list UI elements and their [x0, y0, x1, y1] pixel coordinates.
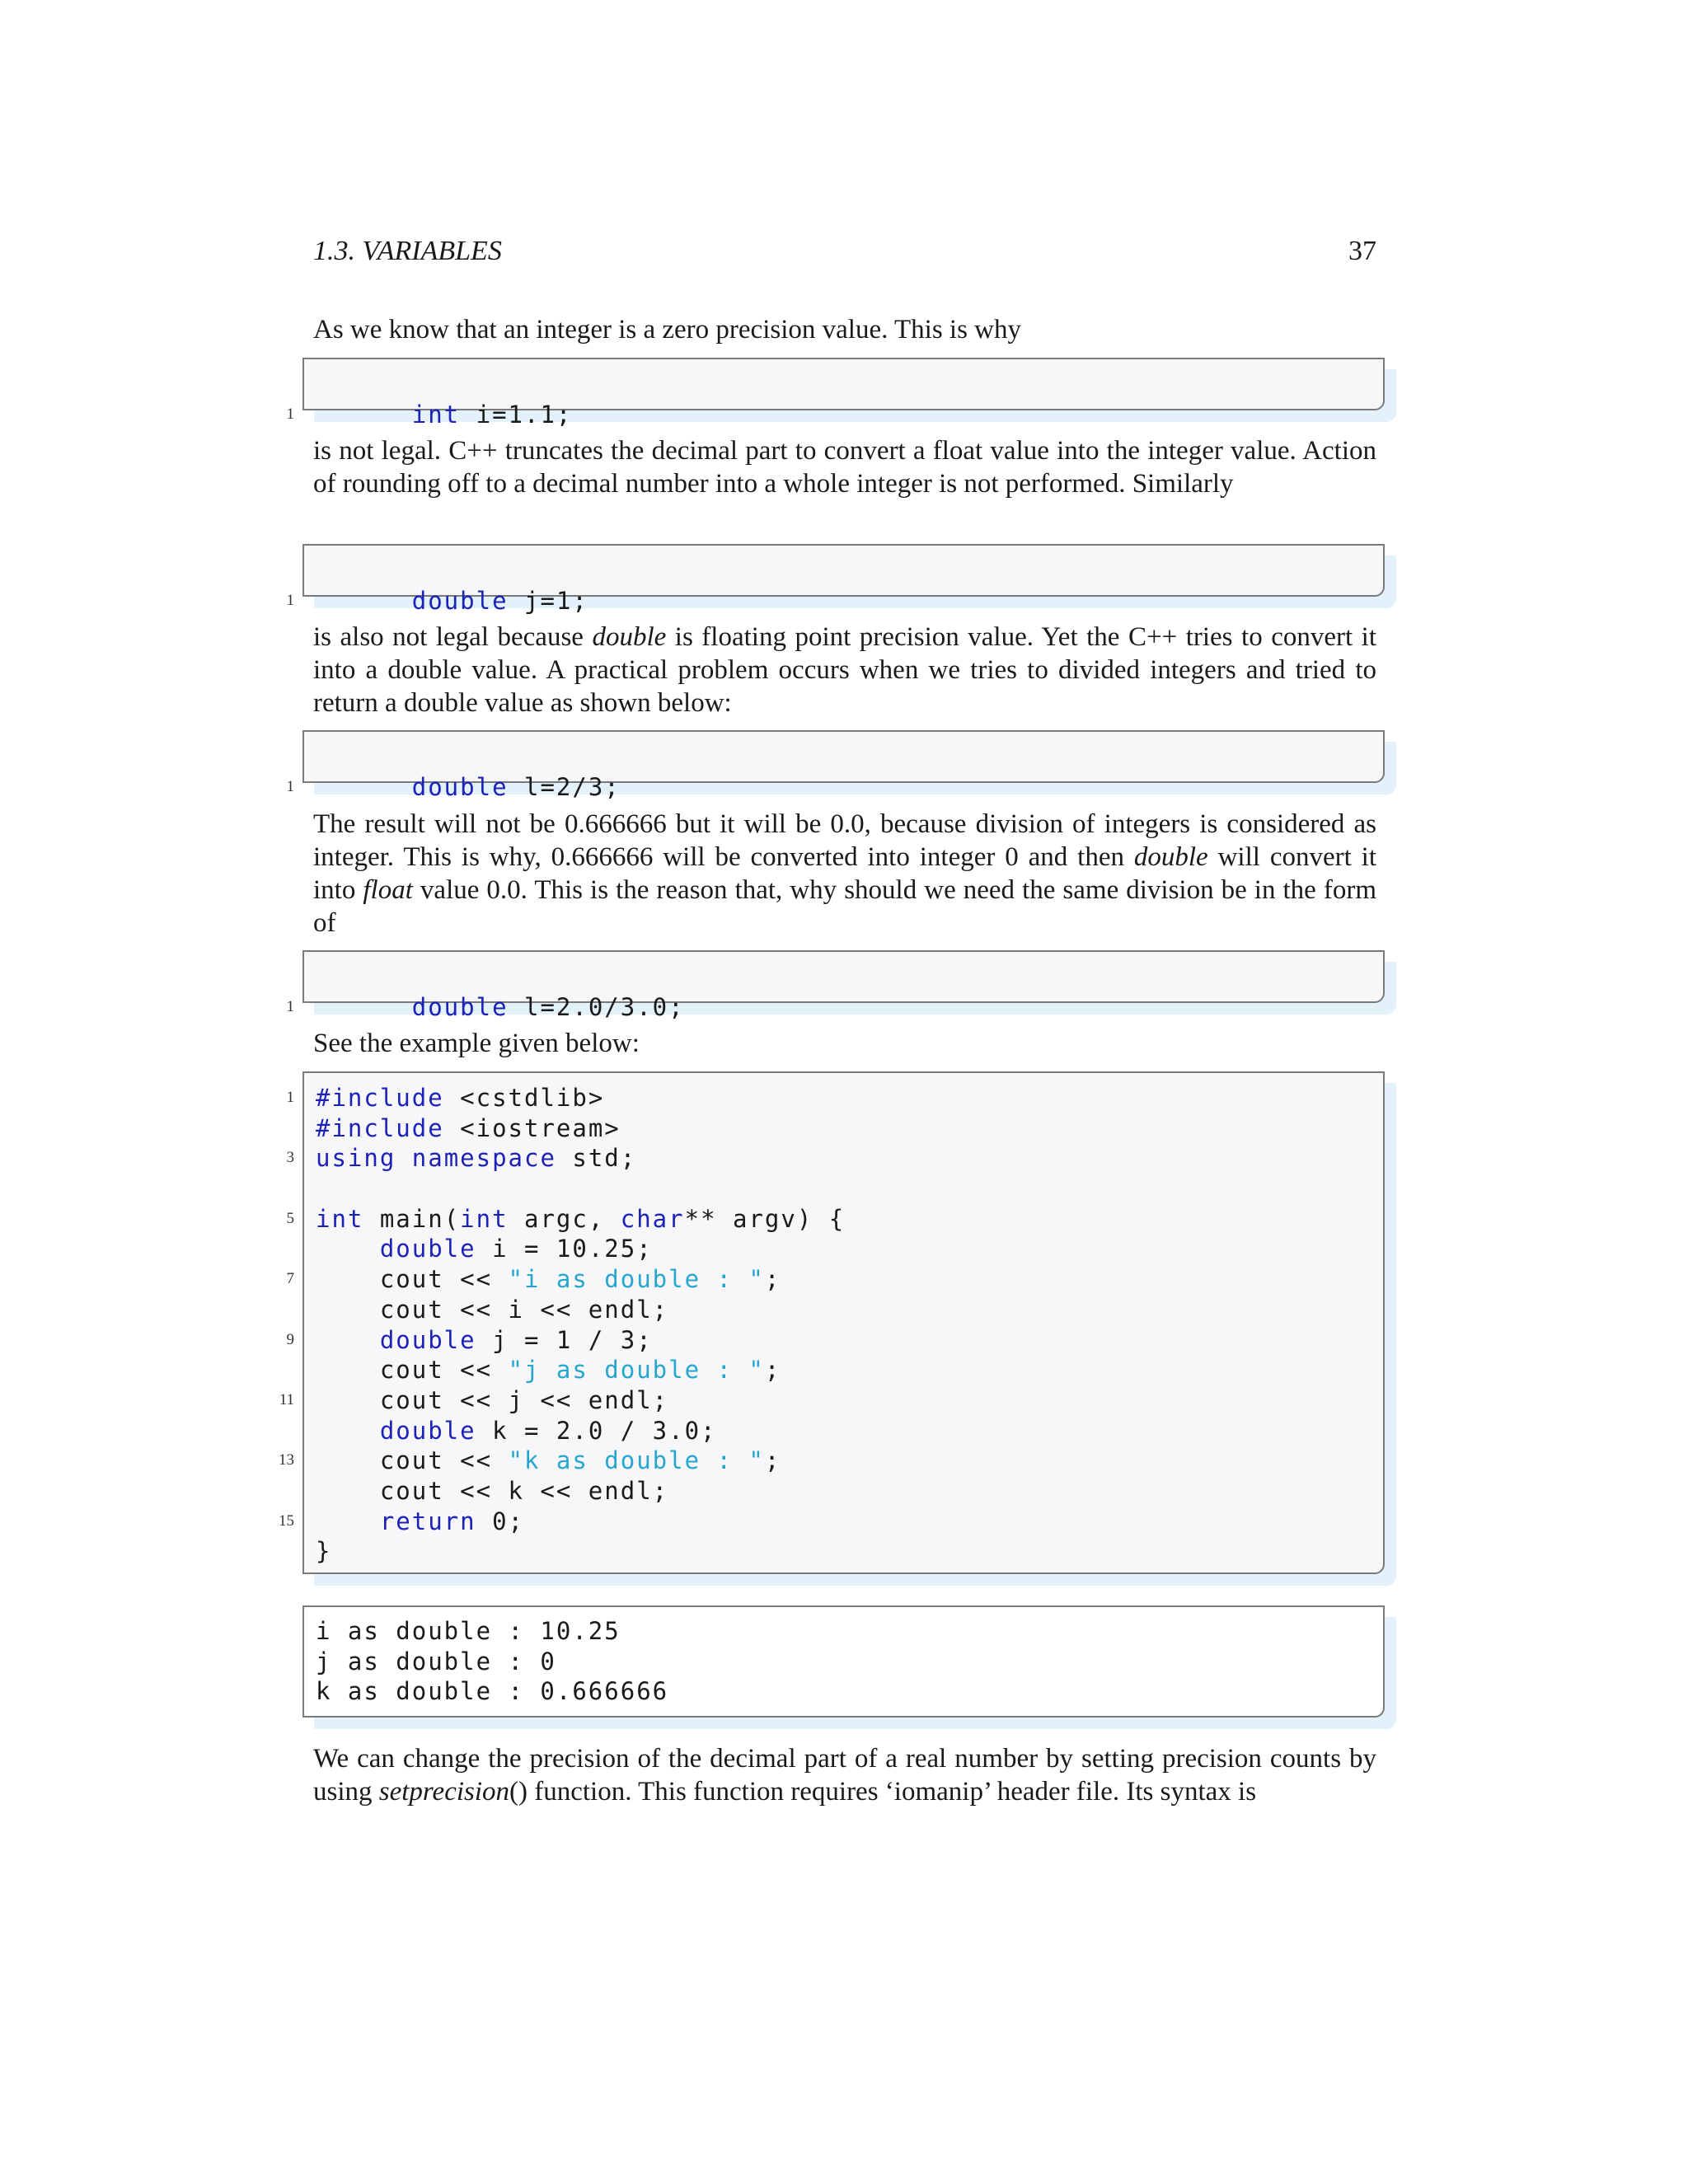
text-run: value 0.0. This is the reason that, why should we need the same division be in the form of [313, 875, 1376, 938]
code-line [286, 962, 1383, 1021]
code-keyword: #include [316, 1084, 444, 1112]
text-run: We can change the precision of the decimal part of a real number by setting precision counts by using [313, 1744, 1376, 1807]
text-run: () function. This function requires ‘iomanip’ header file. Its syntax is [509, 1777, 1257, 1807]
code-line [279, 1385, 1383, 1416]
paragraph-5-text: See the example given below: [313, 1029, 640, 1058]
code-keyword: double [411, 992, 509, 1021]
paragraph-3-text [313, 621, 1376, 719]
code-keyword: namespace [411, 1144, 556, 1173]
code-keyword: return [379, 1507, 476, 1535]
code-text: cout << i << endl; [316, 1295, 669, 1324]
page-number: 37 [1348, 236, 1376, 266]
text-run: will convert it into [313, 842, 1376, 905]
code-line [279, 1507, 1383, 1537]
paragraph-4-text [313, 808, 1376, 940]
paragraph-5 [313, 1027, 1376, 1060]
line-number: 5 [286, 1209, 294, 1227]
code-keyword: double [379, 1325, 476, 1354]
code-text: l=2/3; [508, 772, 621, 801]
code-keyword: double [411, 586, 509, 615]
code-indent [316, 1417, 380, 1445]
code-line [304, 1295, 1383, 1325]
code-line-blank [304, 1174, 1383, 1204]
line-number: 1 [286, 777, 294, 795]
code-text: cout << j << endl; [316, 1385, 669, 1414]
code-text: cout << k << endl; [316, 1476, 669, 1505]
code-text: k = 2.0 / 3.0; [476, 1416, 717, 1445]
code-indent [316, 1326, 380, 1354]
code-keyword: using [316, 1144, 396, 1173]
code-keyword: int [316, 1204, 364, 1233]
line-number: 13 [279, 1451, 294, 1469]
code-text: cout << [379, 1265, 509, 1294]
running-header [313, 236, 1376, 272]
line-number: 1 [286, 997, 294, 1015]
code-indent [316, 1235, 380, 1263]
code-text: 0; [476, 1507, 524, 1535]
line-number: 3 [286, 1149, 294, 1167]
code-text: ; [764, 1356, 781, 1385]
code-keyword: #include [316, 1113, 444, 1142]
text-run: is floating point precision value. Yet the C++ tries to convert it into a double value. A practical problem occurs when we tries to divided integers and tried to return a double value as shown below: [313, 622, 1376, 718]
paragraph-4 [313, 808, 1376, 940]
code-text: } [316, 1537, 332, 1566]
code-keyword: int [460, 1204, 509, 1233]
code-text: j = 1 / 3; [476, 1325, 653, 1354]
code-line [304, 1113, 1383, 1144]
line-number: 1 [286, 1089, 294, 1106]
emphasis: setprecision [378, 1777, 510, 1807]
code-keyword: char [620, 1204, 685, 1233]
code-text: main( [363, 1204, 461, 1233]
code-keyword: double [411, 772, 509, 801]
code-indent [316, 1507, 380, 1535]
code-keyword: double [379, 1235, 476, 1263]
code-line [286, 555, 1383, 615]
code-text: <iostream> [443, 1113, 621, 1142]
code-listing-3 [286, 730, 1385, 801]
line-number: 9 [286, 1330, 294, 1348]
code-listing-2 [286, 544, 1385, 615]
line-number: 15 [279, 1511, 294, 1530]
code-listing-4 [286, 950, 1385, 1021]
code-string: "k as double : " [508, 1446, 765, 1475]
code-line [304, 1355, 1383, 1385]
output-line: i as double : 10.25 [316, 1617, 621, 1645]
code-text: std; [556, 1144, 637, 1173]
code-line [286, 1204, 1383, 1235]
emphasis: float [363, 875, 413, 905]
code-text: ** argv) { [684, 1204, 846, 1233]
text-run: The result will not be 0.666666 but it will be 0.0, because division of integers is considered as integer. This is why, 0.666666 will be converted into integer 0 and then [313, 809, 1376, 872]
code-keyword: double [379, 1416, 476, 1445]
code-line [286, 1083, 1383, 1113]
code-text: cout << [379, 1446, 509, 1475]
output-line: k as double : 0.666666 [316, 1677, 669, 1706]
code-indent [316, 1446, 380, 1474]
code-text: ; [764, 1265, 781, 1294]
line-number: 11 [279, 1390, 294, 1408]
paragraph-1-text: As we know that an integer is a zero precision value. This is why [313, 315, 1022, 344]
code-indent [316, 1356, 380, 1384]
code-string: "j as double : " [508, 1356, 765, 1385]
code-line [279, 1446, 1383, 1476]
code-listing-1 [286, 358, 1385, 429]
code-text: i=1.1; [460, 400, 573, 429]
paragraph-1 [313, 313, 1376, 346]
text-run: is also not legal because [313, 622, 593, 652]
paragraph-2 [313, 434, 1376, 500]
emphasis: double [1133, 842, 1208, 872]
line-number: 1 [286, 405, 294, 423]
code-text: l=2.0/3.0; [508, 992, 685, 1021]
program-output [302, 1605, 1385, 1718]
code-text: ; [764, 1446, 781, 1475]
code-text: <cstdlib> [443, 1084, 605, 1112]
paragraph-3 [313, 621, 1376, 719]
section-title: 1.3. VARIABLES [313, 236, 502, 266]
code-text: j=1; [508, 586, 588, 615]
paragraph-6 [313, 1742, 1376, 1808]
paragraph-6-text [313, 1742, 1376, 1808]
code-line [304, 1416, 1383, 1446]
code-line [286, 1325, 1383, 1356]
code-text [396, 1144, 411, 1172]
code-line [286, 1143, 1383, 1174]
line-number: 7 [286, 1270, 294, 1288]
code-text: argc, [508, 1204, 621, 1233]
code-string: "i as double : " [508, 1265, 765, 1294]
code-line [286, 1264, 1383, 1295]
paragraph-2-text: is not legal. C++ truncates the decimal part to convert a float value into the integer value. Action of rounding off to a decimal number into a whole integer is not performed. Similarly [313, 436, 1376, 499]
code-indent [316, 1265, 380, 1293]
code-line [304, 1536, 1383, 1567]
code-line [304, 1476, 1383, 1507]
code-line [304, 1234, 1383, 1264]
output-line: j as double : 0 [316, 1647, 556, 1675]
code-listing-program [279, 1071, 1385, 1574]
line-number: 1 [286, 591, 294, 609]
emphasis: double [592, 622, 667, 652]
code-line [286, 369, 1383, 429]
code-keyword: int [411, 400, 461, 429]
code-text: cout << [379, 1356, 509, 1385]
code-text: i = 10.25; [476, 1235, 653, 1263]
code-line [286, 742, 1383, 801]
